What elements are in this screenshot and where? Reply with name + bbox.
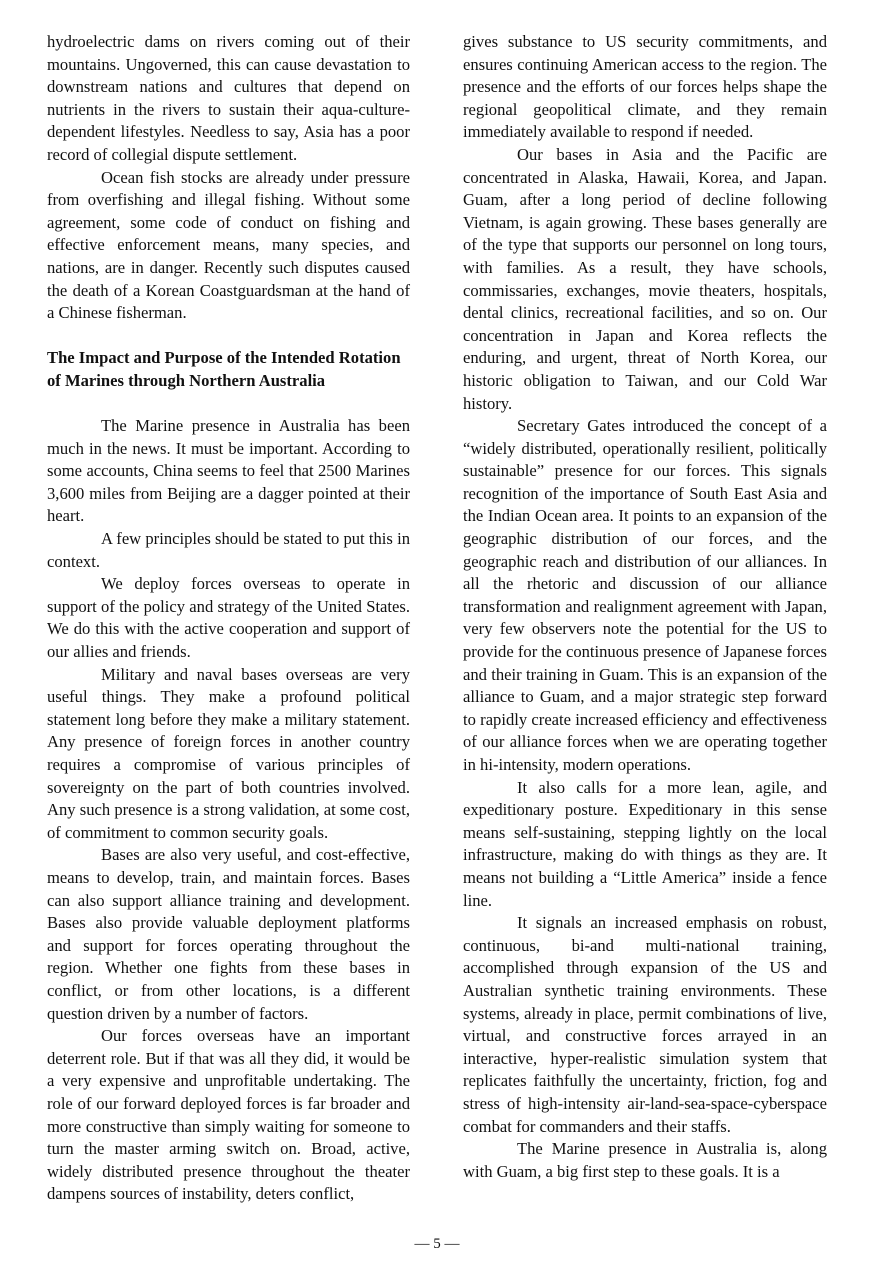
left-column: [47, 31, 410, 1206]
paragraph: It also calls for a more lean, agile, and expeditionary posture. Expeditionary in this sense means self-sustaining, stepping lightly on the local infrastructure, making do with things as they are. It means not building a “Little America” inside a fence line.: [463, 777, 827, 910]
paragraph: gives substance to US security commitments, and ensures continuing American access to the region. The presence and the efforts of our forces helps shape the regional geopolitical climate, and they remain immediately available to respond if needed.: [463, 32, 827, 142]
paragraph: The Marine presence in Australia has been much in the news. It must be important. According to some accounts, China seems to feel that 2500 Marines 3,600 miles from Beijing are a dagger pointed at their heart.: [47, 416, 410, 526]
paragraph: Bases are also very useful, and cost-effective, means to develop, train, and maintain forces. Bases can also support alliance training and development. Bases also provide valuable deployment platforms and support for forces operating throughout the region. Whether one fights from these bases in conflict, or from other locations, is a different question driven by a number of factors.: [47, 845, 410, 1023]
page-number: — 5 —: [414, 1236, 460, 1252]
paragraph: A few principles should be stated to put this in context.: [47, 529, 410, 571]
paragraph: Military and naval bases overseas are very useful things. They make a profound political statement long before they make a military statement. Any presence of foreign forces in another country requires a compromise of various principles of sovereignty on the part of both countries involved. Any such presence is a strong validation, at some cost, of commitment to common security goals.: [47, 664, 410, 842]
paragraph: Secretary Gates introduced the concept of a “widely distributed, operationally resilient, politically sustainable” presence for our forces. This signals recognition of the importance of South East Asia and the Indian Ocean area. It points to an expansion of the geographic distribution of our forces, and the geographic reach and distribution of our alliances. In all the rhetoric and discussion of our alliance transformation and realignment agreement with Japan, very few observers note the potential for the US to provide for the continuous presence of Japanese forces and their training in Guam. This is an expansion of the alliance to Guam, and a major strategic step forward to rapidly create increased efficiency and effectiveness of our alliance forces when we are operating together in hi-intensity, modern operations.: [463, 416, 827, 774]
paragraph: We deploy forces overseas to operate in support of the policy and strategy of the United States. We do this with the active cooperation and support of our allies and friends.: [47, 574, 410, 662]
right-column: [463, 31, 827, 1183]
paragraph: Ocean fish stocks are already under pressure from overfishing and illegal fishing. Without some agreement, some code of conduct on fishing and effective enforcement means, many species, and nations, are in danger. Recently such disputes caused the death of a Korean Coastguardsman at the hand of a Chinese fisherman.: [47, 167, 410, 323]
paragraph: The Marine presence in Australia is, along with Guam, a big first step to these goals. It is a: [463, 1139, 827, 1181]
paragraph: hydroelectric dams on rivers coming out of their mountains. Ungoverned, this can cause devastation to downstream nations and cultures that depend on nutrients in the rivers to sustain their aqua-culture-dependent lifestyles. Needless to say, Asia has a poor record of collegial dispute settlement.: [47, 32, 410, 164]
paragraph: Our forces overseas have an important deterrent role. But if that was all they did, it would be a very expensive and unprofitable undertaking. The role of our forward deployed forces is far broader and more constructive than simply waiting for someone to turn the master arming switch on. Broad, active, widely distributed presence throughout the theater dampens sources of instability, deters conflict,: [47, 1026, 410, 1204]
paragraph: It signals an increased emphasis on robust, continuous, bi-and multi-national training, accomplished through expansion of the US and Australian synthetic training environments. These systems, already in place, permit combinations of live, virtual, and constructive forces arrayed in an interactive, hyper-realistic simulation system that replicates faithfully the uncertainty, friction, fog and stress of high-intensity air-land-sea-space-cyberspace combat for commanders and their staffs.: [463, 913, 827, 1136]
section-heading: The Impact and Purpose of the Intended Rotation of Marines through Northern Australia: [47, 348, 401, 390]
paragraph: Our bases in Asia and the Pacific are concentrated in Alaska, Hawaii, Korea, and Japan. Guam, after a long period of decline following Vietnam, is again growing. These bases generally are of the type that supports our personnel on long tours, with families. As a result, they have schools, commissaries, exchanges, movie theaters, hospitals, dental clinics, recreational facilities, and so on. Our concentration in Japan and Korea reflects the enduring, and urgent, threat of North Korea, our historic obligation to Taiwan, and our Cold War history.: [463, 144, 827, 413]
